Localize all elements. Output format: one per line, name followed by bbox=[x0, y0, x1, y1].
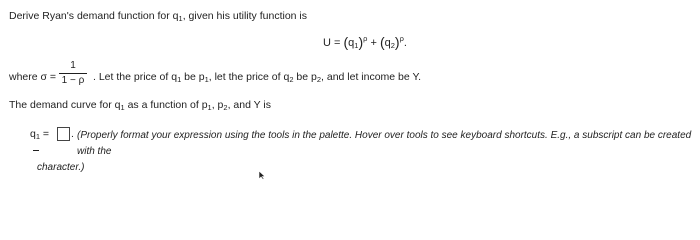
where-text-1: . Let the price of q bbox=[93, 71, 178, 83]
demand-curve-prompt bbox=[9, 99, 271, 112]
where-sigma-line bbox=[9, 60, 659, 90]
utility-q1: q bbox=[348, 37, 355, 49]
answer-var-letter: q bbox=[30, 128, 36, 140]
answer-row bbox=[30, 127, 698, 173]
paren-open-1: ( bbox=[343, 34, 349, 50]
instructions-text: (Properly format your expression using the tools in the palette. Hover over tools to see keyboard shortcuts. E.g., a subscript can be created with the bbox=[77, 130, 692, 157]
demand-text-4: , and Y is bbox=[227, 99, 271, 111]
utility-q2: q bbox=[384, 37, 391, 49]
sigma-fraction bbox=[57, 60, 89, 87]
answer-equals: = bbox=[40, 128, 50, 140]
paren-close-1: ) bbox=[358, 34, 364, 50]
intro-q-subscript: 1 bbox=[178, 14, 183, 23]
where-text-2: be p bbox=[181, 71, 205, 83]
utility-power-1: ρ bbox=[363, 34, 368, 43]
demand-text-2: as a function of p bbox=[124, 99, 208, 111]
utility-end: . bbox=[403, 37, 407, 49]
underscore-glyph bbox=[33, 150, 39, 151]
utility-power-2: ρ bbox=[399, 34, 404, 43]
where-p1-subscript: 1 bbox=[204, 75, 209, 84]
where-text-5: , and let income be Y. bbox=[321, 71, 422, 83]
fraction-bar bbox=[59, 73, 87, 74]
demand-text-3: , p bbox=[211, 99, 224, 111]
utility-function bbox=[323, 34, 407, 50]
answer-input-box[interactable] bbox=[57, 127, 70, 141]
intro-prefix: Derive Ryan's demand function for q bbox=[9, 10, 179, 22]
utility-q1-subscript: 1 bbox=[354, 41, 359, 50]
formatting-instructions bbox=[37, 128, 700, 176]
sigma-definition-label: where σ = bbox=[9, 71, 57, 83]
fraction-denominator: 1 − ρ bbox=[61, 75, 85, 86]
paren-open-2: ( bbox=[379, 34, 385, 50]
prices-and-income-text bbox=[93, 71, 421, 84]
answer-period: . bbox=[71, 128, 74, 140]
utility-lhs: U = bbox=[323, 37, 344, 49]
answer-variable bbox=[30, 128, 49, 141]
where-p2-subscript: 2 bbox=[316, 75, 322, 84]
utility-plus: + bbox=[367, 37, 380, 49]
paren-close-2: ) bbox=[394, 34, 400, 50]
utility-q2-subscript: 2 bbox=[390, 41, 395, 50]
fraction-numerator: 1 bbox=[70, 60, 76, 71]
mouse-cursor-icon bbox=[258, 170, 266, 180]
question-intro bbox=[9, 10, 307, 23]
demand-q1-subscript: 1 bbox=[120, 103, 125, 112]
instructions-end: character.) bbox=[37, 162, 85, 173]
where-text-3: , let the price of q bbox=[208, 71, 290, 83]
demand-text-1: The demand curve for q bbox=[9, 99, 121, 111]
answer-var-subscript: 1 bbox=[35, 132, 41, 141]
demand-p2-subscript: 2 bbox=[223, 103, 228, 112]
demand-p1-subscript: 1 bbox=[207, 103, 212, 112]
where-q2-subscript: 2 bbox=[289, 75, 294, 84]
intro-suffix: , given his utility function is bbox=[182, 10, 307, 22]
where-q1-subscript: 1 bbox=[177, 75, 182, 84]
where-text-4: be p bbox=[293, 71, 317, 83]
